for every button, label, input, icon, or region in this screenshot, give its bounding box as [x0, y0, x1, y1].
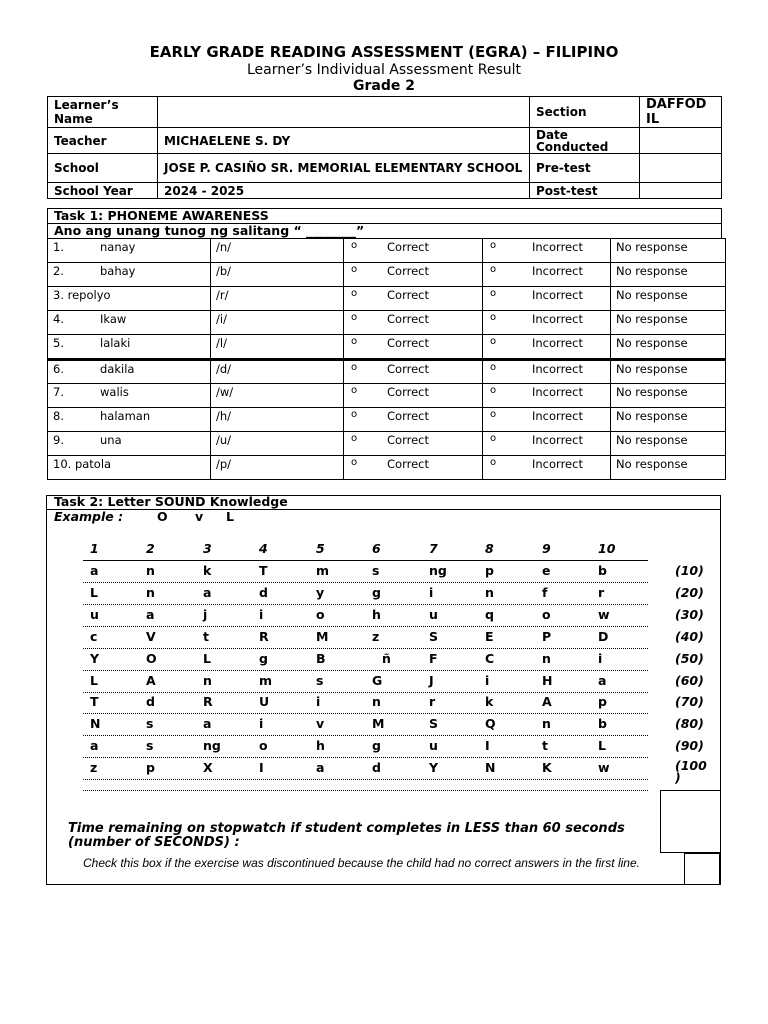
posttest-label: Post-test — [530, 183, 640, 199]
radio-circle-icon[interactable]: o — [490, 264, 497, 275]
letter-cell[interactable]: a — [203, 716, 212, 732]
letter-cell[interactable]: q — [485, 606, 494, 622]
correct-option[interactable]: o Correct — [344, 335, 483, 360]
letter-cell[interactable]: o — [316, 606, 325, 622]
row-divider — [83, 582, 648, 583]
item-word-cell — [48, 311, 211, 335]
no-response-option[interactable]: No response — [611, 239, 726, 263]
letter-cell[interactable]: T — [259, 563, 268, 578]
item-sound: /r/ — [211, 287, 344, 311]
letter-cell[interactable]: j — [203, 606, 208, 622]
header-divider — [83, 560, 648, 561]
task2-title-divider — [46, 509, 721, 510]
item-number: 7. — [53, 385, 64, 399]
incorrect-option[interactable]: o Incorrect — [483, 456, 611, 480]
incorrect-option[interactable]: o Incorrect — [483, 408, 611, 432]
letter-cell[interactable]: c — [90, 628, 98, 644]
letter-cell[interactable]: s — [146, 716, 154, 732]
correct-option[interactable]: o Correct — [344, 384, 483, 408]
letter-cell[interactable]: i — [259, 716, 264, 732]
pretest-label: Pre-test — [530, 154, 640, 183]
item-number: 2. — [53, 264, 64, 278]
letter-cell[interactable]: n — [203, 672, 212, 688]
row-score: (30) — [675, 606, 704, 622]
incorrect-option[interactable]: o Incorrect — [483, 239, 611, 263]
item-word: walis — [100, 385, 129, 399]
item-word-cell — [48, 263, 211, 287]
page-subtitle: Learner’s Individual Assessment Result — [246, 62, 521, 78]
radio-circle-icon[interactable]: o — [351, 362, 358, 373]
row-divider — [83, 604, 648, 605]
task1-header — [47, 208, 722, 239]
row-score: (80) — [675, 716, 704, 732]
task1-row — [48, 408, 726, 432]
letter-cell[interactable]: d — [259, 584, 268, 600]
column-number: 3 — [203, 541, 212, 556]
item-number: 1. — [53, 240, 64, 254]
radio-circle-icon[interactable]: o — [490, 312, 497, 323]
page-title: EARLY GRADE READING ASSESSMENT (EGRA) – FILIPINO — [149, 43, 619, 61]
item-sound: /u/ — [211, 432, 344, 456]
task1-row — [48, 384, 726, 408]
incorrect-option[interactable]: o Incorrect — [483, 311, 611, 335]
item-number: 10. patola — [53, 457, 112, 471]
row-score: (60) — [675, 672, 704, 688]
row-divider — [83, 670, 648, 671]
radio-circle-icon[interactable]: o — [351, 385, 358, 396]
letter-cell[interactable]: g — [259, 650, 268, 666]
letter-cell[interactable]: n — [146, 584, 155, 600]
item-word: una — [100, 433, 122, 447]
letter-cell[interactable]: i — [429, 584, 434, 600]
letter-cell[interactable]: d — [372, 760, 381, 776]
posttest-field[interactable] — [640, 183, 722, 199]
item-sound: /h/ — [211, 408, 344, 432]
time-remaining-text: Time remaining on stopwatch if student completes in LESS than 60 seconds (number of SECONDS) : — [68, 821, 625, 850]
radio-circle-icon[interactable]: o — [490, 433, 497, 444]
letter-cell[interactable]: z — [372, 628, 380, 644]
learner-name-label: Learner’s Name — [48, 97, 158, 128]
letter-cell[interactable]: z — [90, 760, 98, 776]
letter-cell[interactable]: r — [429, 694, 436, 710]
letter-cell[interactable]: J — [429, 672, 434, 688]
correct-option[interactable]: o Correct — [344, 287, 483, 311]
row-divider — [83, 757, 648, 758]
task1-row — [48, 287, 726, 311]
letter-cell[interactable]: r — [598, 584, 605, 600]
letter-cell[interactable]: U — [259, 694, 270, 710]
radio-circle-icon[interactable]: o — [490, 362, 497, 373]
task1-row — [48, 239, 726, 263]
letter-cell[interactable]: X — [203, 760, 213, 776]
letter-cell[interactable]: A — [542, 694, 552, 710]
letter-cell[interactable]: n — [485, 584, 494, 600]
example-letter-1: O — [157, 509, 168, 524]
letter-cell[interactable]: O — [146, 650, 157, 666]
teacher-label: Teacher — [48, 128, 158, 154]
radio-circle-icon[interactable]: o — [490, 409, 497, 420]
correct-option[interactable]: o Correct — [344, 456, 483, 480]
incorrect-option[interactable]: o Incorrect — [483, 287, 611, 311]
task1-row — [48, 335, 726, 360]
no-response-option[interactable]: No response — [611, 335, 726, 360]
item-sound: /i/ — [211, 311, 344, 335]
school-year-value[interactable]: 2024 - 2025 — [158, 183, 530, 199]
letter-cell[interactable]: S — [429, 716, 439, 732]
item-sound: /w/ — [211, 384, 344, 408]
column-number: 4 — [259, 541, 268, 556]
radio-circle-icon[interactable]: o — [351, 264, 358, 275]
radio-circle-icon[interactable]: o — [351, 433, 358, 444]
task1-row — [48, 311, 726, 335]
row-score: (100 ) — [675, 758, 707, 786]
learner-info-table — [47, 96, 722, 199]
letter-cell[interactable]: N — [485, 760, 496, 776]
letter-cell[interactable]: L — [90, 672, 98, 688]
letter-cell[interactable]: p — [598, 694, 607, 710]
letter-cell[interactable]: Y — [429, 760, 439, 776]
letter-cell[interactable]: w — [598, 606, 610, 622]
letter-cell[interactable]: A — [146, 672, 156, 688]
letter-cell[interactable]: K — [542, 760, 552, 776]
letter-cell[interactable]: i — [259, 606, 264, 622]
correct-option[interactable]: o Correct — [344, 263, 483, 287]
letter-cell[interactable]: n — [542, 650, 551, 666]
radio-circle-icon[interactable]: o — [351, 336, 358, 347]
item-word: lalaki — [100, 336, 131, 350]
item-word-cell — [48, 432, 211, 456]
letter-cell[interactable]: ng — [203, 738, 221, 754]
letter-cell[interactable]: a — [598, 672, 607, 688]
seconds-input-box[interactable] — [660, 790, 721, 853]
letter-cell[interactable]: L — [90, 584, 98, 600]
learner-name-field[interactable] — [158, 97, 530, 128]
letter-cell[interactable]: L — [203, 650, 211, 666]
row-divider — [83, 790, 648, 791]
no-response-option[interactable]: No response — [611, 287, 726, 311]
correct-option[interactable]: o Correct — [344, 432, 483, 456]
letter-cell[interactable]: i — [485, 672, 490, 688]
letter-cell[interactable]: m — [259, 672, 273, 688]
letter-cell[interactable]: t — [203, 628, 209, 644]
discontinued-checkbox[interactable] — [684, 853, 720, 885]
correct-option[interactable]: o Correct — [344, 360, 483, 384]
letter-cell[interactable]: t — [542, 738, 548, 754]
no-response-option[interactable]: No response — [611, 311, 726, 335]
letter-cell[interactable]: o — [542, 606, 551, 622]
letter-cell[interactable]: L — [598, 738, 606, 754]
item-word: bahay — [100, 264, 136, 278]
letter-cell[interactable]: a — [316, 760, 325, 776]
task1-row — [48, 432, 726, 456]
letter-cell[interactable]: D — [598, 628, 609, 644]
letter-cell[interactable]: p — [146, 760, 155, 776]
letter-cell[interactable]: M — [372, 716, 385, 732]
row-score: (40) — [675, 628, 704, 644]
item-number: 8. — [53, 409, 64, 423]
letter-cell[interactable]: M — [316, 628, 329, 644]
letter-cell[interactable]: s — [146, 738, 154, 754]
item-word-cell — [48, 408, 211, 432]
radio-circle-icon[interactable]: o — [490, 336, 497, 347]
no-response-option[interactable]: No response — [611, 360, 726, 384]
radio-circle-icon[interactable]: o — [490, 288, 497, 299]
letter-cell[interactable]: Q — [485, 716, 496, 732]
row-divider — [83, 779, 648, 780]
item-sound: /p/ — [211, 456, 344, 480]
column-number: 5 — [316, 541, 325, 556]
row-score: (70) — [675, 694, 704, 710]
letter-cell[interactable]: o — [259, 738, 268, 754]
letter-cell[interactable]: s — [316, 672, 324, 688]
letter-cell[interactable]: ng — [429, 563, 447, 578]
letter-cell[interactable]: n — [372, 694, 381, 710]
letter-cell[interactable]: w — [598, 760, 610, 776]
letter-cell[interactable]: u — [429, 606, 438, 622]
section-label: Section — [530, 97, 640, 128]
correct-option[interactable]: o Correct — [344, 311, 483, 335]
letter-cell[interactable]: p — [485, 563, 494, 578]
radio-circle-icon[interactable]: o — [490, 240, 497, 251]
date-conducted-label: Date Conducted — [530, 128, 640, 154]
item-sound: /n/ — [211, 239, 344, 263]
letter-cell[interactable]: I — [485, 738, 490, 754]
item-word-cell — [48, 287, 211, 311]
item-word-cell — [48, 384, 211, 408]
letter-cell[interactable]: a — [203, 584, 212, 600]
item-word: dakila — [100, 362, 135, 376]
letter-cell[interactable]: n — [542, 716, 551, 732]
letter-cell[interactable]: T — [90, 694, 99, 710]
item-number: 5. — [53, 336, 64, 350]
task1-row — [48, 456, 726, 480]
teacher-value[interactable]: MICHAELENE S. DY — [158, 128, 530, 154]
no-response-option[interactable]: No response — [611, 408, 726, 432]
column-number: 7 — [429, 541, 438, 556]
letter-cell[interactable]: e — [542, 563, 551, 578]
incorrect-option[interactable]: o Incorrect — [483, 360, 611, 384]
letter-cell[interactable]: d — [146, 694, 155, 710]
letter-cell[interactable]: h — [316, 738, 325, 754]
school-label: School — [48, 154, 158, 183]
item-word: nanay — [100, 240, 136, 254]
letter-cell[interactable]: ñ — [382, 650, 391, 666]
letter-cell[interactable]: u — [429, 738, 438, 754]
letter-cell[interactable]: k — [485, 694, 494, 710]
row-divider — [83, 692, 648, 693]
example-letter-2: v — [195, 509, 204, 524]
letter-cell[interactable]: P — [542, 628, 552, 644]
letter-cell[interactable]: f — [542, 584, 548, 600]
letter-cell[interactable]: R — [259, 628, 269, 644]
radio-circle-icon[interactable]: o — [490, 385, 497, 396]
letter-cell[interactable]: v — [316, 716, 325, 732]
no-response-option[interactable]: No response — [611, 432, 726, 456]
correct-option[interactable]: o Correct — [344, 239, 483, 263]
item-word-cell — [48, 239, 211, 263]
letter-cell[interactable]: N — [90, 716, 101, 732]
letter-cell[interactable]: V — [146, 628, 156, 644]
letter-cell[interactable]: y — [316, 584, 325, 600]
letter-cell[interactable]: s — [372, 563, 380, 578]
column-number: 8 — [485, 541, 494, 556]
letter-cell[interactable]: g — [372, 738, 381, 754]
radio-circle-icon[interactable]: o — [351, 312, 358, 323]
row-score: (20) — [675, 584, 704, 600]
letter-cell[interactable]: S — [429, 628, 439, 644]
school-value[interactable]: JOSE P. CASIÑO SR. MEMORIAL ELEMENTARY SCHOOL — [158, 154, 530, 183]
incorrect-option[interactable]: o Incorrect — [483, 263, 611, 287]
letter-cell[interactable]: h — [372, 606, 381, 622]
task1-row — [48, 360, 726, 384]
item-word-cell — [48, 456, 211, 480]
task1-table — [47, 238, 726, 480]
radio-circle-icon[interactable]: o — [351, 457, 358, 468]
item-number: 4. — [53, 312, 64, 326]
incorrect-option[interactable]: o Incorrect — [483, 335, 611, 360]
letter-cell[interactable]: B — [316, 650, 326, 666]
task1-question: Ano ang unang tunog ng salitang “ ________” — [48, 224, 722, 239]
row-divider — [83, 713, 648, 714]
radio-circle-icon[interactable]: o — [351, 288, 358, 299]
task1-row — [48, 263, 726, 287]
no-response-option[interactable]: No response — [611, 263, 726, 287]
school-year-label: School Year — [48, 183, 158, 199]
column-number: 2 — [146, 541, 155, 556]
letter-cell[interactable]: i — [316, 694, 321, 710]
column-number: 1 — [90, 541, 99, 556]
task2-title: Task 2: Letter SOUND Knowledge — [54, 494, 288, 509]
letter-cell[interactable]: u — [90, 606, 99, 622]
row-divider — [83, 735, 648, 736]
letter-cell[interactable]: b — [598, 716, 607, 732]
row-score: (10) — [675, 563, 704, 578]
item-sound: /b/ — [211, 263, 344, 287]
letter-cell[interactable]: Y — [90, 650, 100, 666]
no-response-option[interactable]: No response — [611, 456, 726, 480]
correct-option[interactable]: o Correct — [344, 408, 483, 432]
item-word: Ikaw — [100, 312, 127, 326]
item-word-cell — [48, 360, 211, 384]
letter-cell[interactable]: G — [372, 672, 383, 688]
incorrect-option[interactable]: o Incorrect — [483, 384, 611, 408]
letter-cell[interactable]: F — [429, 650, 438, 666]
letter-cell[interactable]: E — [485, 628, 494, 644]
item-word: halaman — [100, 409, 151, 423]
date-conducted-field[interactable] — [640, 128, 722, 154]
letter-cell[interactable]: R — [203, 694, 213, 710]
letter-cell[interactable]: b — [598, 563, 607, 578]
item-word-cell — [48, 335, 211, 360]
radio-circle-icon[interactable]: o — [490, 457, 497, 468]
item-number: 6. — [53, 362, 64, 376]
letter-cell[interactable]: H — [542, 672, 553, 688]
grade-label: Grade 2 — [353, 78, 415, 94]
letter-cell[interactable]: i — [598, 650, 603, 666]
letter-cell[interactable]: I — [259, 760, 264, 776]
item-sound: /l/ — [211, 335, 344, 360]
section-value[interactable]: DAFFOD IL — [640, 97, 722, 128]
column-number: 9 — [542, 541, 551, 556]
letter-cell[interactable]: n — [146, 563, 155, 578]
letter-cell[interactable]: k — [203, 563, 212, 578]
item-sound: /d/ — [211, 360, 344, 384]
letter-cell[interactable]: a — [90, 563, 99, 578]
letter-cell[interactable]: C — [485, 650, 495, 666]
letter-cell[interactable]: m — [316, 563, 330, 578]
pretest-field[interactable] — [640, 154, 722, 183]
discontinued-text: Check this box if the exercise was discontinued because the child had no correct answers in the first line. — [83, 856, 640, 870]
task1-title: Task 1: PHONEME AWARENESS — [48, 209, 722, 224]
incorrect-option[interactable]: o Incorrect — [483, 432, 611, 456]
item-number: 3. repolyo — [53, 288, 111, 302]
letter-cell[interactable]: g — [372, 584, 381, 600]
column-number: 6 — [372, 541, 381, 556]
no-response-option[interactable]: No response — [611, 384, 726, 408]
letter-cell[interactable]: a — [146, 606, 155, 622]
radio-circle-icon[interactable]: o — [351, 409, 358, 420]
example-letter-3: L — [226, 509, 234, 524]
letter-cell[interactable]: a — [90, 738, 99, 754]
row-divider — [83, 648, 648, 649]
example-label: Example : — [54, 509, 124, 524]
radio-circle-icon[interactable]: o — [351, 240, 358, 251]
row-divider — [83, 626, 648, 627]
row-score: (90) — [675, 738, 704, 754]
column-number: 10 — [598, 541, 616, 556]
item-number: 9. — [53, 433, 64, 447]
row-score: (50) — [675, 650, 704, 666]
